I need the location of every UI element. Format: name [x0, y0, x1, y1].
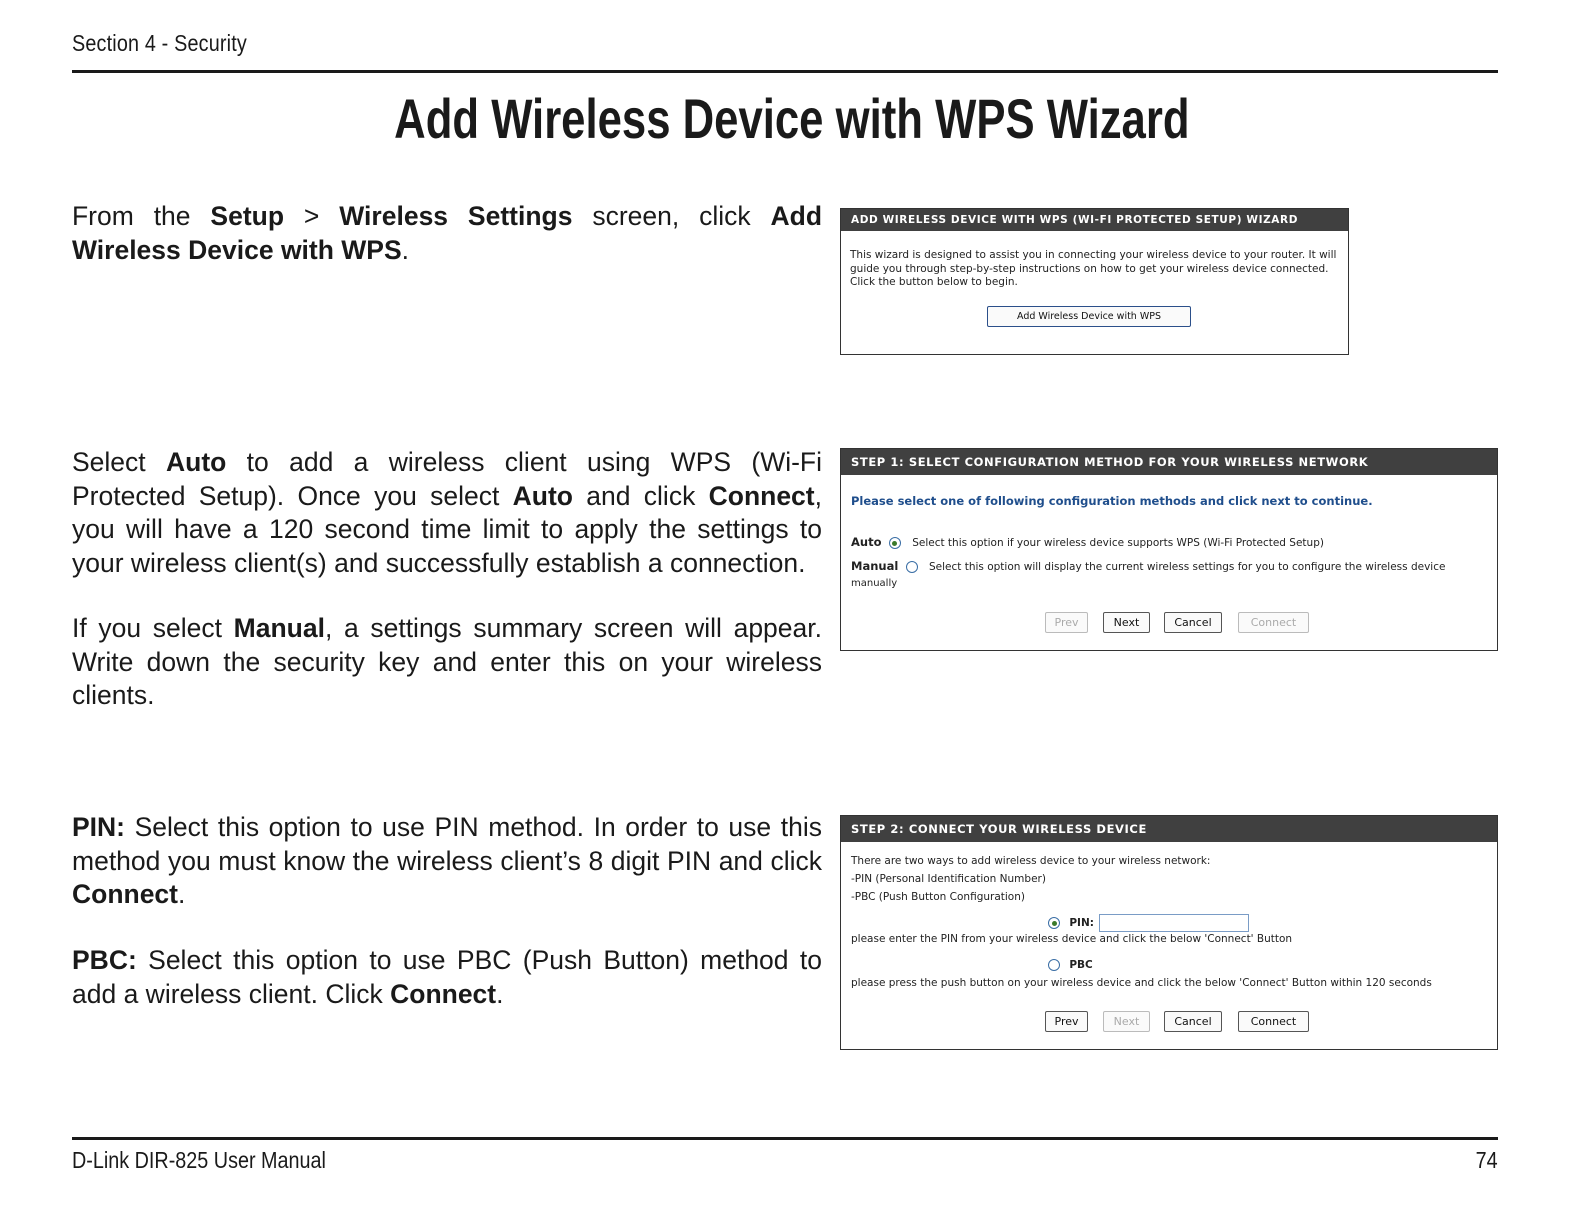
prev-button[interactable]: Prev [1045, 612, 1088, 633]
pbc-paragraph: PBC: Select this option to use PBC (Push Button) method to add a wireless client. Click Connect. [72, 945, 822, 1009]
manual-radio[interactable] [906, 561, 918, 573]
step1-prompt: Please select one of following configuration methods and click next to continue. [851, 494, 1373, 508]
pbc-option [1048, 959, 1093, 973]
section-label: Section 4 - Security [72, 30, 247, 56]
pin-option [1048, 914, 1249, 932]
intro-text: There are two ways to add wireless device to your wireless network: [851, 855, 1211, 867]
next-button[interactable]: Next [1103, 1011, 1150, 1032]
pin-method-text: -PIN (Personal Identification Number) [851, 873, 1046, 885]
pin-radio[interactable] [1048, 917, 1060, 929]
panel-heading: ADD WIRELESS DEVICE WITH WPS (WI-FI PROTECTED SETUP) WIZARD [841, 209, 1348, 231]
pin-input[interactable] [1099, 914, 1249, 932]
manual-description-cont: manually [851, 578, 898, 589]
panel-heading: STEP 1: SELECT CONFIGURATION METHOD FOR YOUR WIRELESS NETWORK [841, 449, 1497, 475]
step2-panel [840, 815, 1498, 1050]
auto-radio[interactable] [889, 537, 901, 549]
manual-description: Select this option will display the current wireless settings for you to configure the wireless device [928, 561, 1446, 573]
pbc-help: please press the push button on your wireless device and click the below 'Connect' Button within 120 seconds [851, 977, 1432, 989]
connect-button[interactable]: Connect [1238, 1011, 1309, 1032]
manual-paragraph: If you select Manual, a settings summary screen will appear. Write down the security key and enter this on your wireless clients. [72, 613, 822, 710]
pin-paragraph: PIN: Select this option to use PIN method. In order to use this method you must know the wireless client’s 8 digit PIN and click Connect. [72, 812, 822, 909]
pbc-label: PBC [1069, 959, 1093, 971]
next-button[interactable]: Next [1103, 612, 1150, 633]
prev-button[interactable]: Prev [1045, 1011, 1088, 1032]
pin-help: please enter the PIN from your wireless device and click the below 'Connect' Button [851, 933, 1293, 945]
header-rule [72, 70, 1498, 73]
wps-wizard-panel [840, 208, 1349, 355]
auto-description: Select this option if your wireless device supports WPS (Wi-Fi Protected Setup) [912, 537, 1324, 549]
cancel-button[interactable]: Cancel [1164, 1011, 1222, 1032]
intro-paragraph: From the Setup > Wireless Settings screen, click Add Wireless Device with WPS. [72, 201, 823, 265]
manual-option [851, 560, 1445, 575]
panel-description: This wizard is designed to assist you in connecting your wireless device to your router. It will guide you through step-by-step instructions on how to get your wireless device connected. Click the button below to begin. [850, 249, 1337, 288]
step2-intro [851, 852, 1210, 906]
auto-paragraph: Select Auto to add a wireless client using WPS (Wi-Fi Protected Setup). Once you select Auto and click Connect, you will have a 120 second time limit to apply the settings to your wireless client(s) and successfully establish a connection. [72, 447, 823, 578]
manual-label: Manual [851, 559, 899, 573]
add-wireless-device-button[interactable]: Add Wireless Device with WPS [987, 306, 1191, 327]
page-number: 74 [1475, 1147, 1498, 1173]
cancel-button[interactable]: Cancel [1164, 612, 1222, 633]
page-title: Add Wireless Device with WPS Wizard [394, 87, 1190, 150]
connect-button[interactable]: Connect [1238, 612, 1309, 633]
pbc-radio[interactable] [1048, 959, 1060, 971]
auto-label: Auto [851, 535, 882, 549]
footer-rule [72, 1137, 1498, 1140]
step1-panel [840, 448, 1498, 651]
pbc-method-text: -PBC (Push Button Configuration) [851, 891, 1025, 903]
auto-option [851, 536, 1324, 551]
pin-label: PIN: [1069, 917, 1094, 929]
manual-title: D-Link DIR-825 User Manual [72, 1147, 326, 1173]
panel-heading: STEP 2: CONNECT YOUR WIRELESS DEVICE [841, 816, 1497, 842]
